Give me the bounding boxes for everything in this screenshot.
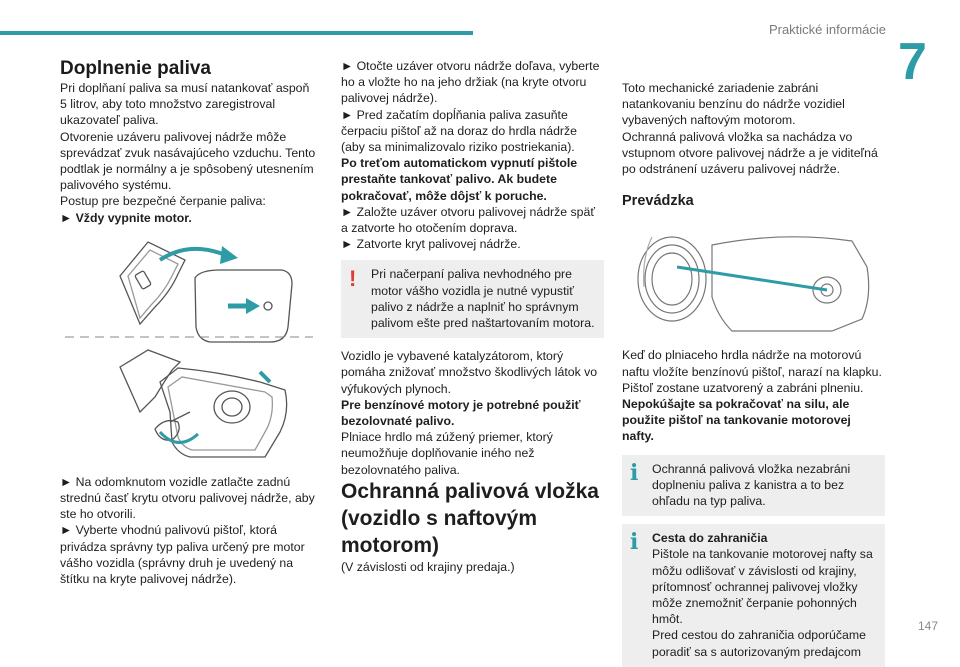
page-number: 147	[917, 619, 938, 633]
paragraph: Pre benzínové motory je potrebné použiť bezolovnaté palivo.	[341, 397, 581, 429]
paragraph: ► Vždy vypnite motor.	[60, 210, 192, 225]
paragraph: Pri doplňaní paliva sa musí natankovať aspoň 5 litrov, aby toto množstvo zaregistroval ukazovateľ paliva.	[60, 81, 310, 128]
subsection-heading: Prevádzka	[622, 193, 694, 210]
header-accent-bar	[0, 31, 473, 35]
paragraph: ► Zatvorte kryt palivovej nádrže.	[341, 237, 521, 252]
chapter-number: 7	[898, 33, 927, 91]
paragraph: (V závislosti od krajiny predaja.)	[341, 559, 515, 574]
column-3	[622, 80, 885, 667]
info-text: Pištole na tankovanie motorovej nafty sa môžu odlišovať v závislosti od krajiny, prítomnosť ochrannej palivovej vložky môže znemožniť čerpanie pohonných hmôt.	[652, 547, 873, 627]
info-title: Cesta do zahraničia	[652, 531, 768, 546]
info-box-travel	[622, 524, 885, 667]
paragraph: Otvorenie uzáveru palivovej nádrže môže sprevádzať zvuk nasávajúceho vzduchu. Tento podtlak je normálny a je spôsobený utesnením palivového systému.	[60, 129, 316, 193]
column-1	[60, 58, 318, 587]
warning-icon: !	[349, 266, 357, 292]
info-text: Ochranná palivová vložka nezabráni doplneniu paliva z kanistra a to bez ohľadu na typ paliva.	[652, 461, 851, 509]
fuel-flap-open-illustration	[60, 232, 318, 470]
warning-box	[341, 260, 604, 338]
info-text: Pred cestou do zahraničia odporúčame poradiť sa s autorizovaným predajcom	[652, 628, 866, 659]
page-title: Doplnenie paliva	[60, 58, 211, 79]
paragraph: Vozidlo je vybavené katalyzátorom, ktorý pomáha znižovať množstvo škodlivých látok vo výfukových plynoch.	[341, 349, 598, 396]
paragraph: Keď do plniaceho hrdla nádrže na motorovú naftu vložíte benzínovú pištoľ, narazí na klapku. Pištoľ zostane uzatvorený a zabráni plneniu.	[622, 348, 882, 395]
misfuel-device-illustration	[622, 227, 885, 339]
section-heading: Ochranná palivová vložka (vozidlo s naftovým motorom)	[341, 479, 599, 557]
info-icon: i	[630, 459, 639, 486]
section-title: Praktické informácie	[768, 22, 886, 37]
info-box	[622, 455, 885, 517]
paragraph: Ochranná palivová vložka sa nachádza vo vstupnom otvore palivovej nádrže a je viditeľná po odstránení uzáveru palivovej nádrže.	[622, 129, 878, 177]
paragraph: ► Na odomknutom vozidle zatlačte zadnú strednú časť krytu otvoru palivovej nádrže, aby ste ho otvorili.	[60, 474, 315, 522]
column-2	[341, 58, 604, 575]
paragraph: Postup pre bezpečné čerpanie paliva:	[60, 194, 266, 209]
paragraph: ► Vyberte vhodnú palivovú pištoľ, ktorá privádza správny typ paliva určený pre motor vášho vozidla (správny druh je uvedený na štítku na kryte palivovej nádrže).	[60, 523, 305, 587]
paragraph: Toto mechanické zariadenie zabráni natankovaniu benzínu do nádrže vozidiel vybavených naftovým motorom.	[622, 81, 845, 128]
paragraph: Plniace hrdlo má zúžený priemer, ktorý neumožňuje doplňovanie iného než bezolovnatého paliva.	[341, 430, 553, 477]
paragraph: ► Otočte uzáver otvoru nádrže doľava, vyberte ho a vložte ho na jeho držiak (na kryte otvoru palivovej nádrže).	[341, 59, 600, 106]
paragraph: ► Založte uzáver otvoru palivovej nádrže späť a zatvorte ho otočením doprava.	[341, 204, 595, 236]
paragraph: ► Pred začatím dopĺňania paliva zasuňte čerpaciu pištoľ až na doraz do hrdla nádrže (aby sa minimalizovalo riziko postriekania).	[341, 107, 578, 155]
warning-text: Pri načerpaní paliva nevhodného pre motor vášho vozidla je nutné vypustiť palivo z nádrže a naplniť ho správnym palivom ešte pred naštartovaním motora.	[371, 267, 595, 331]
paragraph: Nepokúšajte sa pokračovať na silu, ale použite pištoľ na tankovanie motorovej nafty.	[622, 397, 851, 444]
paragraph: Po treťom automatickom vypnutí pištole prestaňte tankovať palivo. Ak budete pokračovať, môže dôjsť k poruche.	[341, 156, 578, 203]
info-icon: i	[630, 529, 639, 556]
